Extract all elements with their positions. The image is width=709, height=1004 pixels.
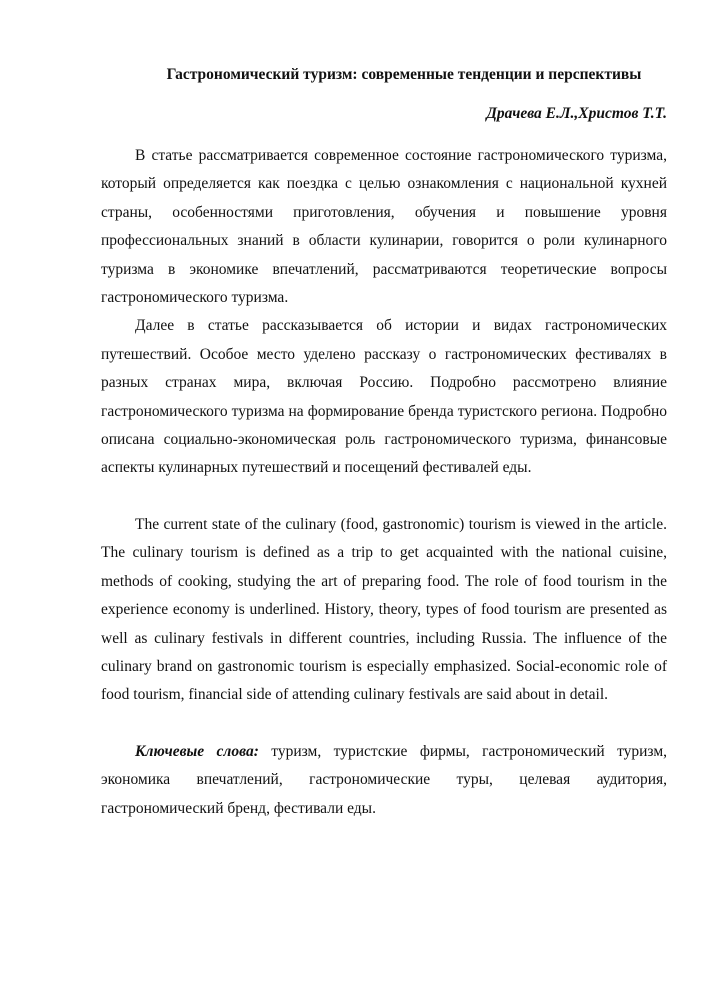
abstract-ru-paragraph-1: В статье рассматривается современное состояние гастрономического туризма, который определяется как поездка с целью ознакомления с национальной кухней страны, особенностями приготовления, обучения и повышение уровня профессиональных знаний в области кулинарии, говорится о роли кулинарного туризма в экономике впечатлений, рассматриваются теоретические вопросы гастрономического туризма.: [101, 147, 667, 307]
keywords-paragraph: [101, 738, 667, 823]
paper-page: [101, 62, 667, 823]
paper-title: Гастрономический туризм: современные тенденции и перспективы: [166, 66, 642, 83]
keywords-label: Ключевые слова:: [135, 742, 259, 760]
abstract-ru-paragraph-2: Далее в статье рассказывается об истории и видах гастрономических путешествий. Особое место уделено рассказу о гастрономических фестивалях в разных странах мира, включая Россию. Подробно рассмотрено влияние гастрономического туризма на формирование бренда туристского региона. Подробно описана социально-экономическая роль гастрономического туризма, финансовые аспекты кулинарных путешествий и посещений фестивалей еды.: [101, 317, 667, 477]
keywords-text: туризм, туристские фирмы, гастрономический туризм, экономика впечатлений, гастрономические туры, целевая аудитория, гастрономический бренд, фестивали еды.: [101, 742, 668, 817]
abstract-en-paragraph: The current state of the culinary (food, gastronomic) tourism is viewed in the article. The culinary tourism is defined as a trip to get acquainted with the national cuisine, methods of cooking, studying the art of preparing food. The role of food tourism in the experience economy is underlined. History, theory, types of food tourism are presented as well as culinary festivals in different countries, including Russia. The influence of the culinary brand on gastronomic tourism is especially emphasized. Social-economic role of food tourism, financial side of attending culinary festivals are said about in detail.: [101, 515, 667, 704]
paper-authors: Драчева Е.Л.,Христов Т.Т.: [486, 105, 667, 122]
